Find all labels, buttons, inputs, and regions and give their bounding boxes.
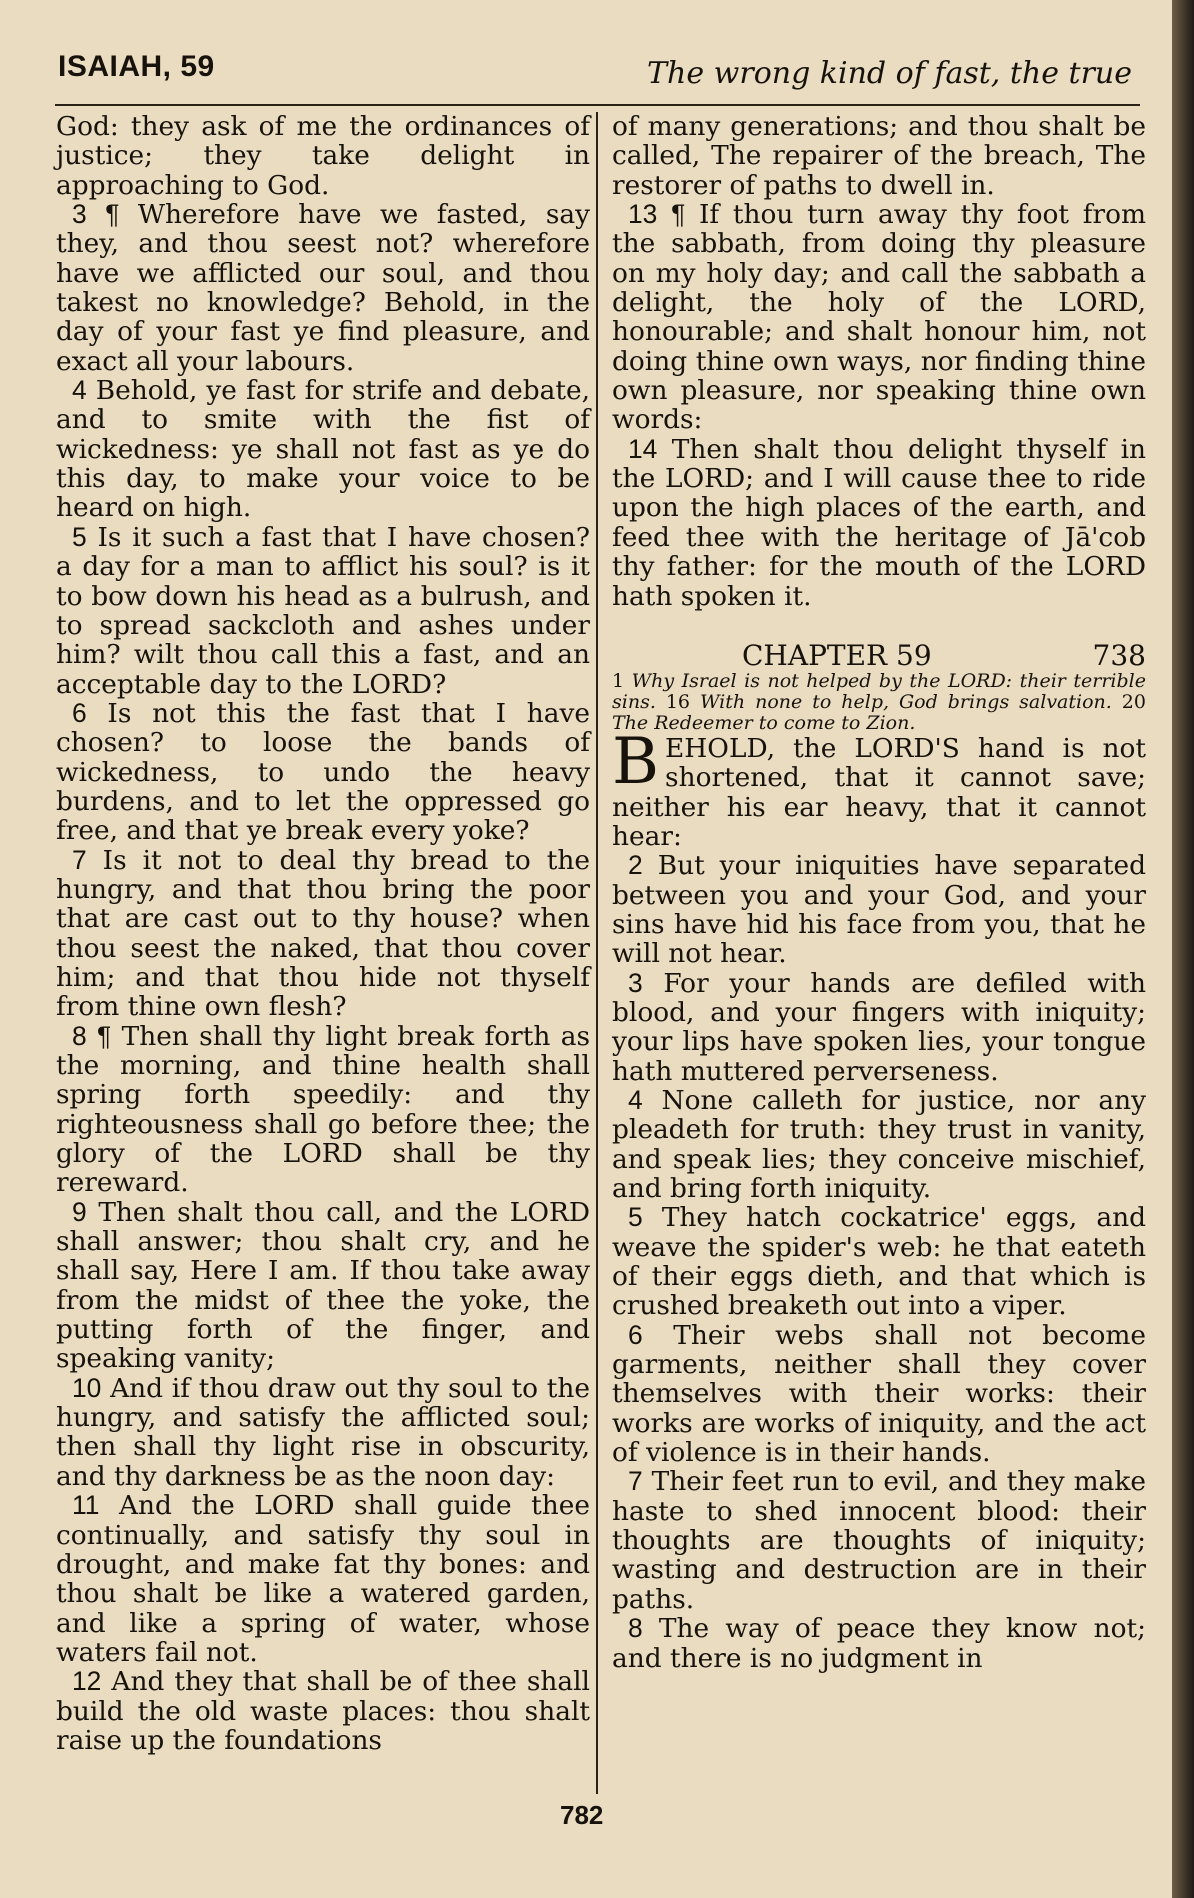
chapter-heading: CHAPTER 59: [742, 638, 932, 672]
verse: [612, 1203, 1146, 1320]
verse-text: But your iniquities have separated between you and your God, and your sins have hid his face from you, that he will not hear.: [612, 850, 1147, 970]
verse-text: Is not this the fast that I have chosen? to loose the bands of wickedness, to undo the heavy burdens, and to let the oppressed go free, and that ye break every yoke?: [56, 697, 591, 847]
pilcrow-mark: ¶: [97, 1020, 112, 1051]
right-column: [612, 112, 1146, 1673]
chapter-first-verse: [612, 724, 1146, 852]
pilcrow-mark: ¶: [105, 199, 120, 230]
verse: [612, 435, 1146, 611]
verse-number: 5: [628, 1202, 643, 1233]
verse-number: 9: [72, 1196, 87, 1227]
verse-text: Their feet run to evil, and they make haste to shed innocent blood: their thoughts are thoughts of iniquity; wasting and destruction are in their paths.: [612, 1466, 1147, 1615]
right-verse-list: [612, 200, 1146, 611]
verse-number: 10: [72, 1372, 102, 1403]
verse-number: 7: [628, 1466, 643, 1497]
verse-text: And they that shall be of thee shall build the old waste places: thou shalt raise up the foundations: [56, 1666, 591, 1756]
verse-text: Wherefore have we fasted, say they, and thou seest not? wherefore have we afflicted our soul, and thou takest no knowledge? Behold, in the day of your fast ye find pleasure, and exact all your labours.: [56, 199, 591, 377]
verse-text: Their webs shall not become garments, neither shall they cover themselves with their works: their works are works of iniquity, and the act of violence is in their hands.: [612, 1319, 1146, 1469]
first-verse-text: EHOLD, the LORD'S hand is not shortened, that it cannot save; neither his ear heavy, that it cannot hear:: [612, 732, 1146, 852]
verse-number: 2: [628, 850, 643, 881]
verse-text: Is it not to deal thy bread to the hungry, and that thou bring the poor that are cast out to thy house? when thou seest the naked, that thou cover him; and that thou hide not thyself from thine own flesh?: [56, 844, 590, 1023]
column-divider: [596, 112, 598, 1794]
pilcrow-mark: ¶: [671, 199, 686, 230]
chapter-heading-row: [612, 638, 1146, 672]
verse-number: 13: [628, 199, 658, 230]
verse-text: Is it such a fast that I have chosen? a day for a man to afflict his soul? is it to bow down his head as a bulrush, and to spread sackcloth and ashes under him? wilt thou call this a fast, and an acceptable day to the LORD?: [56, 521, 591, 700]
verse-text: For your hands are defiled with blood, and your fingers with iniquity; your lips have spoken lies, your tongue hath muttered perverseness.: [612, 967, 1146, 1087]
continuation-text: of many generations; and thou shalt be called, The repairer of the breach, The restorer of paths to dwell in.: [612, 111, 1146, 201]
chapter-reference-number: 738: [1092, 638, 1146, 672]
verse-number: 6: [628, 1319, 643, 1350]
verse-number: 4: [628, 1084, 643, 1115]
summary-text: Why Israel is not helped by the LORD: their terrible sins.: [612, 669, 1146, 713]
page-number: 782: [560, 1800, 604, 1830]
verse-number: 4: [72, 375, 87, 406]
summary-text: The Redeemer to come to Zion.: [612, 711, 916, 734]
verse-text: And the LORD shall guide thee continually, and satisfy thy soul in drought, and make fat thy bones: and thou shalt be like a watered garden, and like a spring of water, whose waters fail not.: [56, 1490, 591, 1668]
summary-text: With none to help, God brings salvation.: [699, 690, 1112, 713]
verse: [56, 200, 590, 376]
verse: [56, 699, 590, 846]
verse-number: 3: [628, 967, 643, 998]
verse: [56, 1374, 590, 1491]
verse: [612, 1467, 1146, 1614]
verse: [56, 376, 590, 523]
verse: [612, 851, 1146, 968]
left-verse-list: [56, 200, 590, 1755]
verse: [612, 1321, 1146, 1468]
book-spine-edge: [1172, 0, 1194, 1898]
chapter-summary: [612, 671, 1146, 734]
verse-number: 12: [72, 1666, 102, 1697]
verse-text: They hatch cockatrice' eggs, and weave the spider's web: he that eateth of their eggs dieth, and that which is crushed breaketh out into a viper.: [612, 1202, 1146, 1322]
verse-number: 5: [72, 521, 87, 552]
summary-verse-number: 16: [665, 690, 691, 713]
header-rule: [55, 104, 1140, 106]
verse: [56, 1491, 590, 1667]
verse-number: 7: [72, 844, 87, 875]
verse: [56, 1198, 590, 1374]
verse-text: And if thou draw out thy soul to the hungry, and satisfy the afflicted soul; then shall thy light rise in obscurity, and thy darkness be as the noon day:: [56, 1372, 591, 1492]
verse-text: Then shall thy light break forth as the morning, and thine health shall spring forth speedily: and thy righteousness shall go before thee; the glory of the LORD shall be thy rereward.: [56, 1020, 590, 1199]
chapter-verse-list: [612, 851, 1146, 1673]
summary-verse-number: 20: [1121, 690, 1146, 713]
verse: [56, 846, 590, 1022]
verse-text: Then shalt thou delight thyself in the LORD; and I will cause thee to ride upon the high places of the earth, and feed thee with the heritage of Jā'cob thy father: for the mouth of the LORD hath spoken it.: [612, 433, 1147, 612]
summary-verse-number: 1: [612, 669, 625, 692]
left-column: [56, 112, 590, 1755]
verse-number: 8: [628, 1613, 643, 1644]
drop-cap: B: [612, 724, 660, 799]
verse-number: 14: [628, 433, 658, 464]
verse-number: 3: [72, 199, 87, 230]
verse-text: If thou turn away thy foot from the sabbath, from doing thy pleasure on my holy day; and call the sabbath a delight, the holy of the LORD, honourable; and shalt honour him, not doing thine own ways, nor finding thine own pleasure, nor speaking thine own words:: [612, 199, 1147, 436]
verse: [56, 1022, 590, 1198]
verse: [612, 1614, 1146, 1673]
verse-number: 8: [72, 1020, 87, 1051]
verse-text: Then shalt thou call, and the LORD shall answer; thou shalt cry, and he shall say, Here I am. If thou take away from the midst of thee the yoke, the putting forth of the finger, and speaking vanity;: [56, 1196, 590, 1375]
verse-text: Behold, ye fast for strife and debate, and to smite with the fist of wickedness: ye shall not fast as ye do this day, to make your voice to be heard on high.: [56, 375, 590, 524]
continuation-text: God: they ask of me the ordinances of justice; they take delight in approaching to God.: [56, 111, 590, 201]
verse-number: 6: [72, 697, 87, 728]
verse-text: The way of peace they know not; and there is no judgment in: [612, 1613, 1147, 1674]
verse: [612, 200, 1146, 435]
verse: [56, 1667, 590, 1755]
verse: [612, 969, 1146, 1086]
verse: [56, 523, 590, 699]
verse-text: None calleth for justice, nor any pleadeth for truth: they trust in vanity, and speak lies; they conceive mischief, and bring forth iniquity.: [612, 1084, 1146, 1204]
running-title: The wrong kind of fast, the true: [647, 56, 1132, 91]
verse: [612, 1086, 1146, 1203]
book-chapter-header: ISAIAH, 59: [58, 50, 215, 83]
verse-number: 11: [72, 1490, 100, 1521]
